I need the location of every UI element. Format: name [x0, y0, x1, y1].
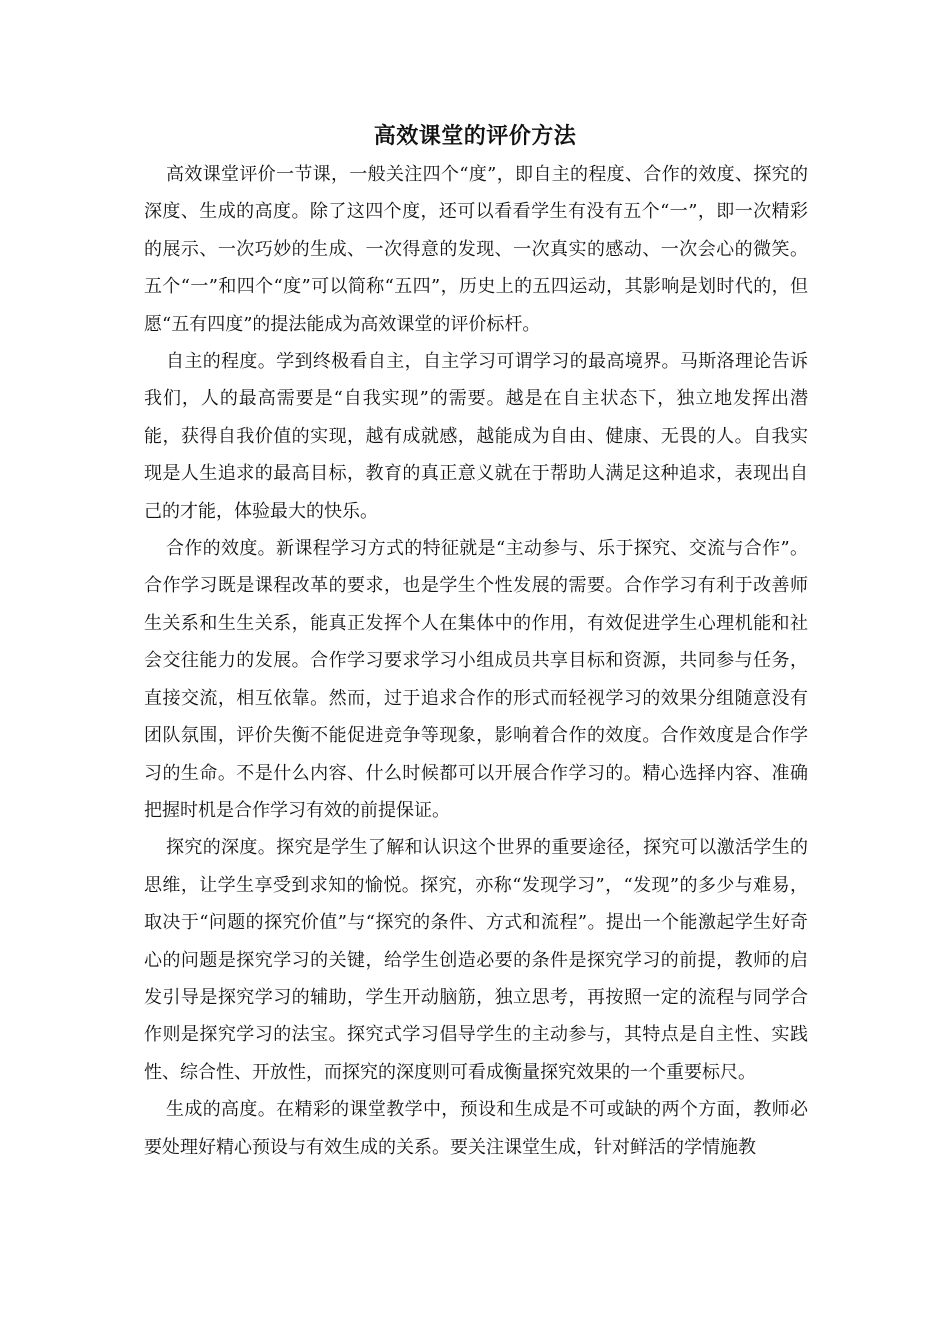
document-title: 高效课堂的评价方法 [373, 123, 577, 149]
paragraph-intro: 高效课堂评价一节课，一般关注四个“度”，即自主的程度、合作的效度、探究的深度、生成的高度。除了这四个度，还可以看看学生有没有五个“一”，即一次精彩的展示、一次巧妙的生成、一次得意的发现、一次真实的感动、一次会心的微笑。五个“一”和四个“度”可以简称“五四”，历史上的五四运动，其影响是划时代的，但愿“五有四度”的提法能成为高效课堂的评价标杆。 [144, 164, 808, 335]
paragraph-inquiry: 探究的深度。探究是学生了解和认识这个世界的重要途径，探究可以激活学生的思维，让学生享受到求知的愉悦。探究，亦称“发现学习”，“发现”的多少与难易，取决于“问题的探究价值”与“探究的条件、方式和流程”。提出一个能激起学生好奇心的问题是探究学习的关键，给学生创造必要的条件是探究学习的前提，教师的启发引导是探究学习的辅助，学生开动脑筋，独立思考，再按照一定的流程与同学合作则是探究学习的法宝。探究式学习倡导学生的主动参与，其特点是自主性、实践性、综合性、开放性，而探究的深度则可看成衡量探究效果的一个重要标尺。 [144, 837, 808, 1083]
paragraph-generation: 生成的高度。在精彩的课堂教学中，预设和生成是不可或缺的两个方面，教师必要处理好精心预设与有效生成的关系。要关注课堂生成，针对鲜活的学情施教 [144, 1099, 808, 1158]
paragraph-cooperation: 合作的效度。新课程学习方式的特征就是“主动参与、乐于探究、交流与合作”。合作学习既是课程改革的要求，也是学生个性发展的需要。合作学习有利于改善师生关系和生生关系，能真正发挥个人在集体中的作用，有效促进学生心理机能和社会交往能力的发展。合作学习要求学习小组成员共享目标和资源，共同参与任务，直接交流，相互依靠。然而，过于追求合作的形式而轻视学习的效果分组随意没有团队氛围，评价失衡不能促进竞争等现象，影响着合作的效度。合作效度是合作学习的生命。不是什么内容、什么时候都可以开展合作学习的。精心选择内容、准确把握时机是合作学习有效的前提保证。 [144, 538, 808, 821]
paragraph-autonomy: 自主的程度。学到终极看自主，自主学习可谓学习的最高境界。马斯洛理论告诉我们，人的最高需要是“自我实现”的需要。越是在自主状态下，独立地发挥出潜能，获得自我价值的实现，越有成就感，越能成为自由、健康、无畏的人。自我实现是人生追求的最高目标，教育的真正意义就在于帮助人满足这种追求，表现出自己的才能，体验最大的快乐。 [144, 351, 808, 522]
document-body [144, 156, 808, 1166]
